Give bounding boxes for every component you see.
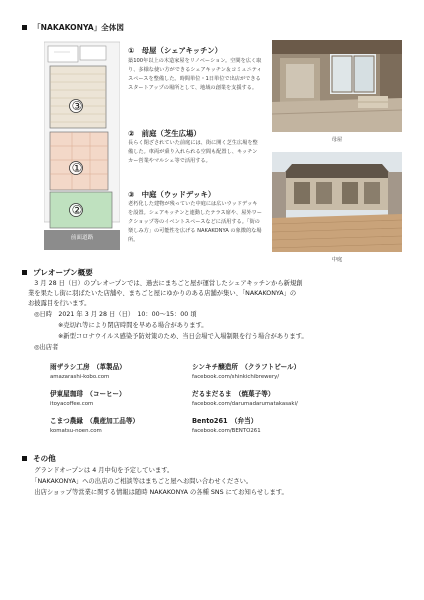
- road-label: 前面道路: [70, 235, 94, 241]
- square-bullet-icon: [22, 456, 27, 461]
- other-line-1: グランドオープンは 4 月中旬を予定しています。: [28, 467, 174, 474]
- plan-label-3: ③: [71, 99, 83, 113]
- shop-url[interactable]: amazarashi-kobo.com: [50, 374, 110, 380]
- square-bullet-icon: [22, 270, 27, 275]
- shop-url[interactable]: facebook.com/shinkichibrewery/: [192, 374, 280, 380]
- courtyard-caption: 中庭: [331, 257, 343, 263]
- preopen-heading: プレオープン概要: [22, 267, 93, 278]
- other-heading: その他: [22, 453, 56, 464]
- preopen-paragraph-line-1: 3 月 28 日（日）のプレオープンでは、過去にまちごと屋が運営したシェアキッチンから新規創: [28, 280, 303, 287]
- item-1-title: ① 母屋（シェアキッチン）: [128, 46, 222, 55]
- shop-url[interactable]: itoyacoffee.com: [50, 401, 94, 407]
- preopen-paragraph-line-3: お披露目を行います。: [28, 300, 91, 307]
- item-2-title: ② 前庭（芝生広場）: [128, 129, 201, 138]
- shop-name: 伊東屋珈琲 （コーヒー）: [50, 390, 126, 398]
- item-3-title: ③ 中庭（ウッドデッキ）: [128, 190, 216, 199]
- shop-name: だるまだるま （焼菓子等）: [192, 390, 275, 398]
- square-bullet-icon: [22, 25, 27, 30]
- site-plan-diagram: [44, 40, 120, 254]
- courtyard-photo: [272, 152, 402, 252]
- plan-label-1: ①: [71, 161, 83, 175]
- preopen-note-2: ※新型コロナウイルス感染予防対策のため、当日会場で入場制限を行う場合があります。: [58, 333, 308, 340]
- preopen-note-1: ※売切れ等により閉店時間を早める場合があります。: [58, 322, 208, 329]
- shop-name: こまつ農縁 （農産加工品等）: [50, 417, 140, 425]
- shop-url[interactable]: facebook.com/BENTO261: [192, 428, 261, 434]
- item-1-body: 築100年以上の木造家屋をリノベーション。空間を広く取り、多様な使い方ができるシェアキッチン＆コミュニティスペースを整備した。時間単位・1日単位で出店ができるスタートアップの場所として、地域の創業を支援する。: [128, 58, 262, 91]
- item-3-body: 老朽化した建物が残っていた中庭には広いウッドデッキを設置。シェアキッチンと連動したテラス席や、屋外ワークショップ等のイベントスペースなどに活用する。「街の楽しみ方」の可能性を広げる NAKAKONYA の象徴的な場所。: [128, 201, 262, 243]
- shop-name: Bento261 （弁当）: [192, 417, 258, 425]
- overview-heading: 「NAKAKONYA」全体図: [22, 22, 124, 33]
- other-line-2: 「NAKAKONYA」への出店のご相談等はまちごと屋へお問い合わせください。: [28, 478, 253, 485]
- preopen-datetime: ◎日時 2021 年 3 月 28 日（日） 10：00～15：00 頃: [34, 311, 197, 318]
- preopen-paragraph-line-2: 業を果たし街に羽ばたいた店舗や、まちごと屋にゆかりのある店舗が集い、「NAKAKONYA」の: [28, 290, 297, 297]
- main-house-caption: 母屋: [331, 137, 343, 143]
- exhibitors-label: ◎出店者: [34, 344, 59, 351]
- main-house-photo: [272, 40, 402, 132]
- item-2-body: 長らく閉ざされていた前庭には、街に開く芝生広場を整備した。車両が乗り入れられる空間も配置し、キッチンカー営業やマルシェ等で活用する。: [128, 140, 258, 164]
- shop-url[interactable]: komatsu-noen.com: [50, 428, 102, 434]
- shop-name: 雨ザラシ工房 （革製品）: [50, 363, 126, 371]
- other-line-3: 出店ショップ等営業に関する情報は随時 NAKAKONYA の各種 SNS にてお知らせします。: [28, 489, 288, 496]
- shop-name: シンキチ醸造所 （クラフトビール）: [192, 363, 301, 371]
- shop-url[interactable]: facebook.com/darumadarumatakasaki/: [192, 401, 298, 407]
- plan-label-2: ②: [71, 203, 83, 217]
